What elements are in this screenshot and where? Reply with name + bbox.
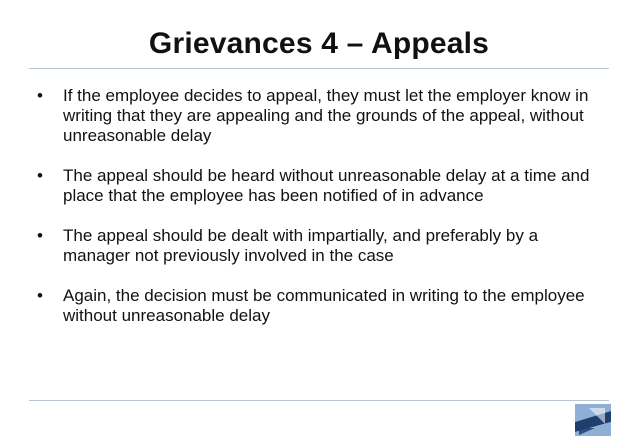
bullet-list: [37, 86, 607, 346]
bullet-marker: •: [37, 166, 43, 185]
bullet-marker: •: [37, 286, 43, 305]
footer-divider: [29, 400, 609, 401]
slide-title: Grievances 4 – Appeals: [148, 27, 490, 60]
bullet-item-1: [37, 86, 607, 146]
logo-icon: [575, 404, 611, 436]
title-divider: [29, 68, 609, 69]
bullet-item-3: [37, 226, 607, 266]
bullet-item-2: [37, 166, 607, 206]
bullet-marker: •: [37, 86, 43, 105]
bullet-marker: •: [37, 226, 43, 245]
bullet-text: If the employee decides to appeal, they must let the employer know in writing that they are appealing and the grounds of the appeal, without unreasonable delay: [63, 86, 589, 145]
bullet-text: Again, the decision must be communicated in writing to the employee without unreasonable delay: [63, 286, 585, 325]
bullet-text: The appeal should be heard without unreasonable delay at a time and place that the employee has been notified of in advance: [63, 166, 590, 205]
bullet-item-4: [37, 286, 607, 326]
bullet-text: The appeal should be dealt with impartially, and preferably by a manager not previously involved in the case: [63, 226, 539, 265]
